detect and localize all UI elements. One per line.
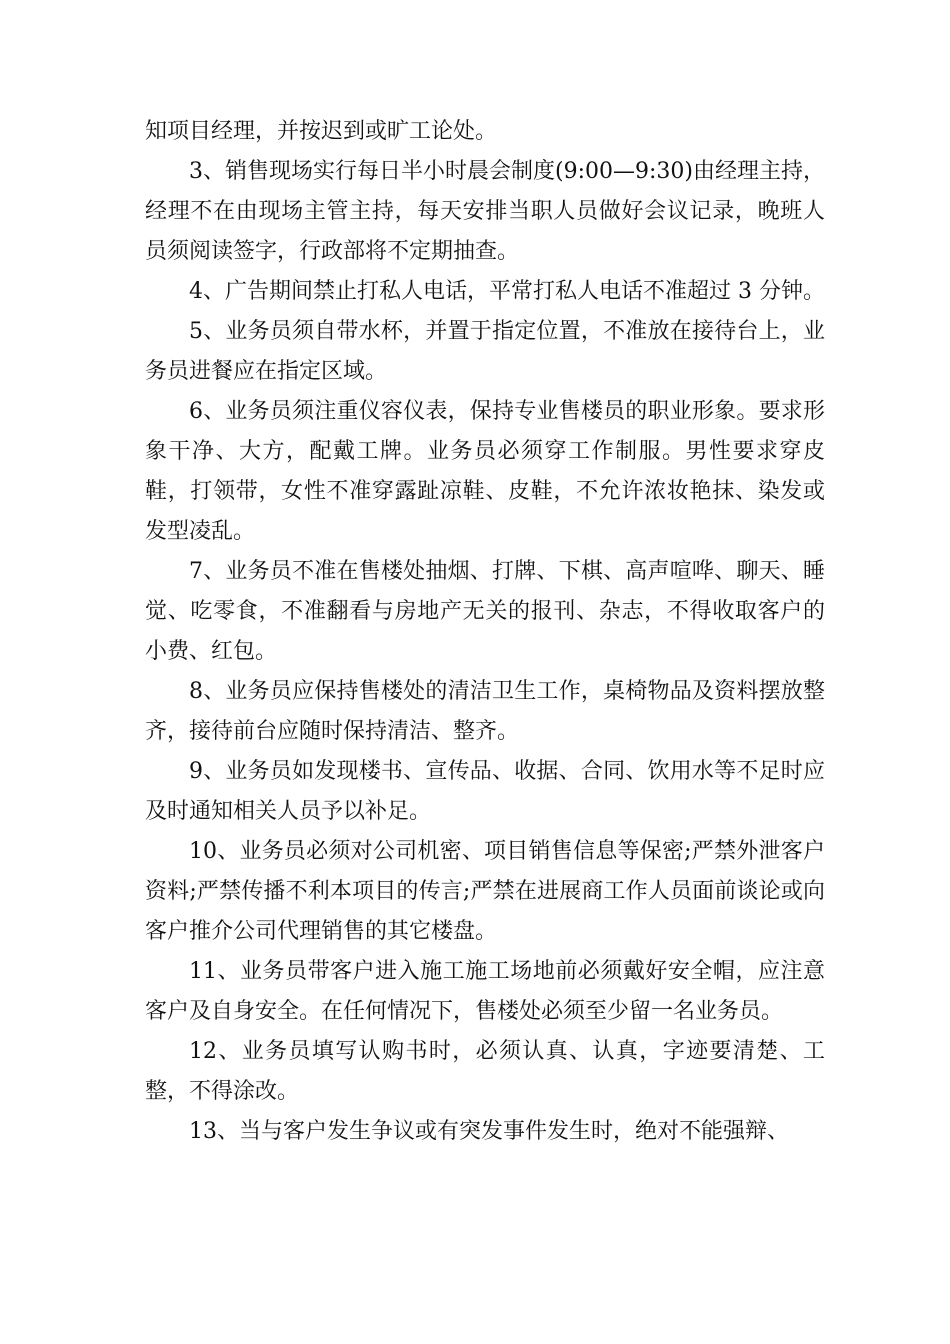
paragraph-rule-7: 7、业务员不准在售楼处抽烟、打牌、下棋、高声喧哗、聊天、睡觉、吃零食，不准翻看与房地产无关的报刊、杂志，不得收取客户的小费、红包。: [145, 559, 825, 664]
paragraph-rule-4: 4、广告期间禁止打私人电话，平常打私人电话不准超过 3 分钟。: [189, 279, 825, 304]
paragraph-rule-8: 8、业务员应保持售楼处的清洁卫生工作，桌椅物品及资料摆放整齐，接待前台应随时保持清洁、整齐。: [145, 679, 825, 744]
paragraph-rule-3: 3、销售现场实行每日半小时晨会制度(9:00—9:30)由经理主持，经理不在由现场主管主持，每天安排当职人员做好会议记录，晚班人员须阅读签字，行政部将不定期抽查。: [145, 159, 825, 264]
document-body: [145, 112, 825, 1152]
paragraph-rule-13: 13、当与客户发生争议或有突发事件发生时，绝对不能强辩、: [189, 1119, 789, 1144]
paragraph-continuation: 知项目经理，并按迟到或旷工论处。: [145, 119, 498, 144]
paragraph-rule-11: 11、业务员带客户进入施工施工场地前必须戴好安全帽，应注意客户及自身安全。在任何情况下，售楼处必须至少留一名业务员。: [145, 959, 825, 1024]
paragraph-rule-12: 12、业务员填写认购书时，必须认真、认真，字迹要清楚、工整，不得涂改。: [145, 1039, 825, 1104]
paragraph-rule-5: 5、业务员须自带水杯，并置于指定位置，不准放在接待台上，业务员进餐应在指定区域。: [145, 319, 825, 384]
paragraph-rule-9: 9、业务员如发现楼书、宣传品、收据、合同、饮用水等不足时应及时通知相关人员予以补足。: [145, 759, 825, 824]
paragraph-rule-6: 6、业务员须注重仪容仪表，保持专业售楼员的职业形象。要求形象干净、大方，配戴工牌。业务员必须穿工作制服。男性要求穿皮鞋，打领带，女性不准穿露趾凉鞋、皮鞋，不允许浓妆艳抹、染发或发型凌乱。: [145, 399, 825, 544]
paragraph-rule-10: 10、业务员必须对公司机密、项目销售信息等保密;严禁外泄客户资料;严禁传播不利本项目的传言;严禁在进展商工作人员面前谈论或向客户推介公司代理销售的其它楼盘。: [145, 839, 825, 944]
